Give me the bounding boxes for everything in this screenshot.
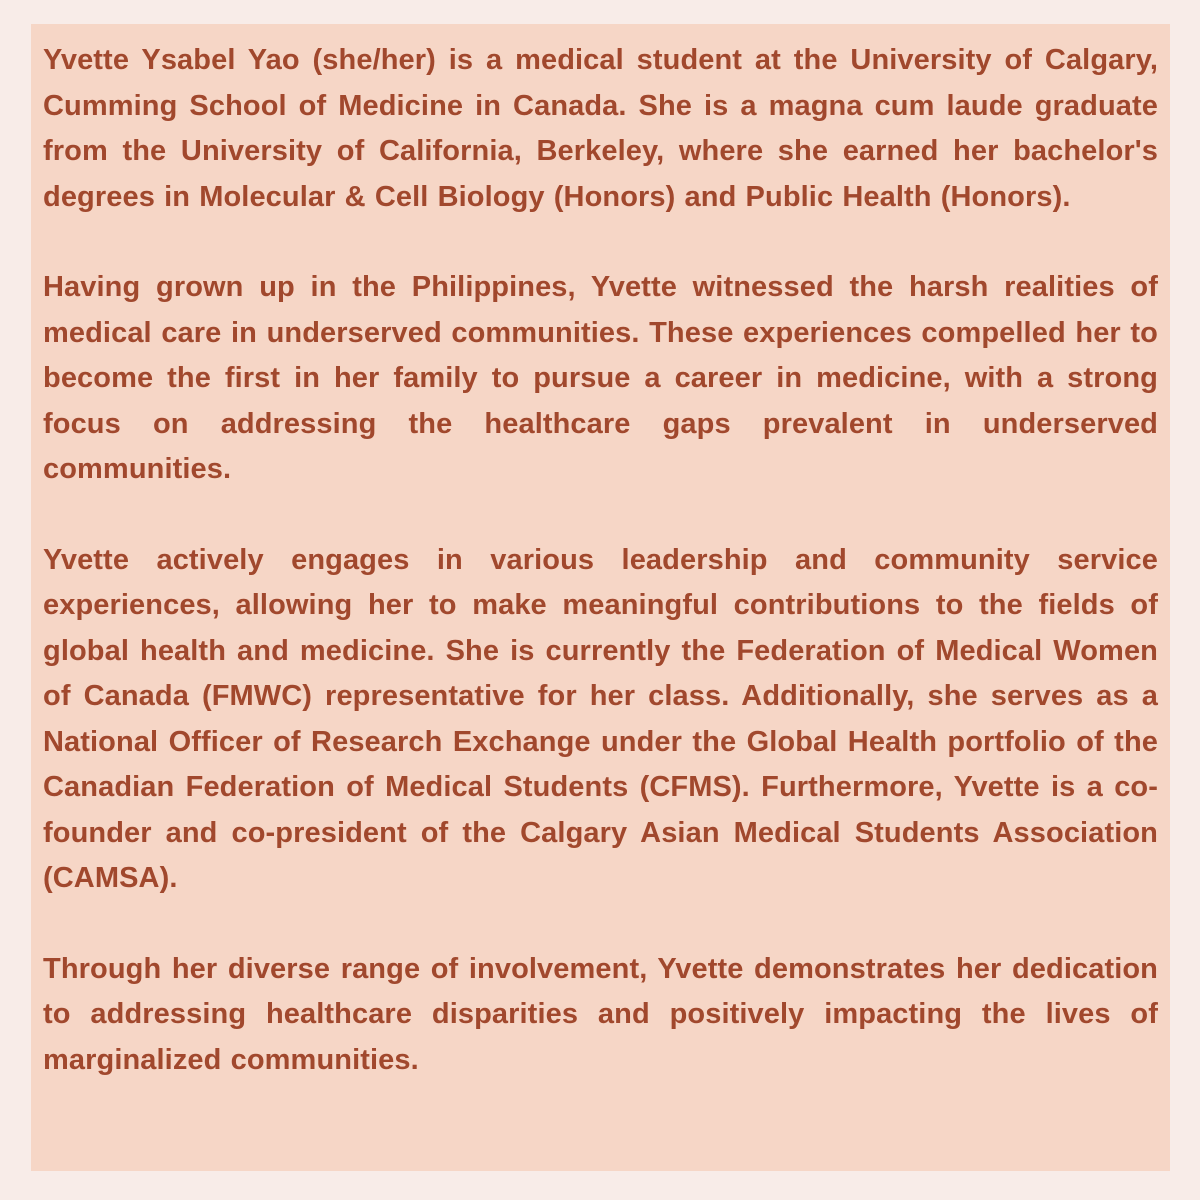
bio-paragraph-education: Yvette Ysabel Yao (she/her) is a medical student at the University of Calgary, Cumming School of Medicine in Canada. She is a magna cum laude graduate from the University of California, Berkeley, where she earned her bachelor's degrees in Molecular & Cell Biology (Honors) and Public Health (Honors). xyxy=(43,44,1158,213)
bio-paragraph-leadership: Yvette actively engages in various leadership and community service experiences, allowing her to make meaningful contributions to the fields of global health and medicine. She is currently the Federation of Medical Women of Canada (FMWC) representative for her class. Additionally, she serves as a National Officer of Research Exchange under the Global Health portfolio of the Canadian Federation of Medical Students (CFMS). Furthermore, Yvette is a co-founder and co-president of the Calgary Asian Medical Students Association (CAMSA). xyxy=(43,543,1158,894)
bio-card xyxy=(31,24,1170,1171)
bio-paragraph-background: Having grown up in the Philippines, Yvette witnessed the harsh realities of medical care in underserved communities. These experiences compelled her to become the first in her family to pursue a career in medicine, with a strong focus on addressing the healthcare gaps prevalent in underserved communities. xyxy=(43,271,1158,485)
bio-paragraph-closing: Through her diverse range of involvement, Yvette demonstrates her dedication to addressing healthcare disparities and positively impacting the lives of marginalized communities. xyxy=(43,952,1158,1076)
